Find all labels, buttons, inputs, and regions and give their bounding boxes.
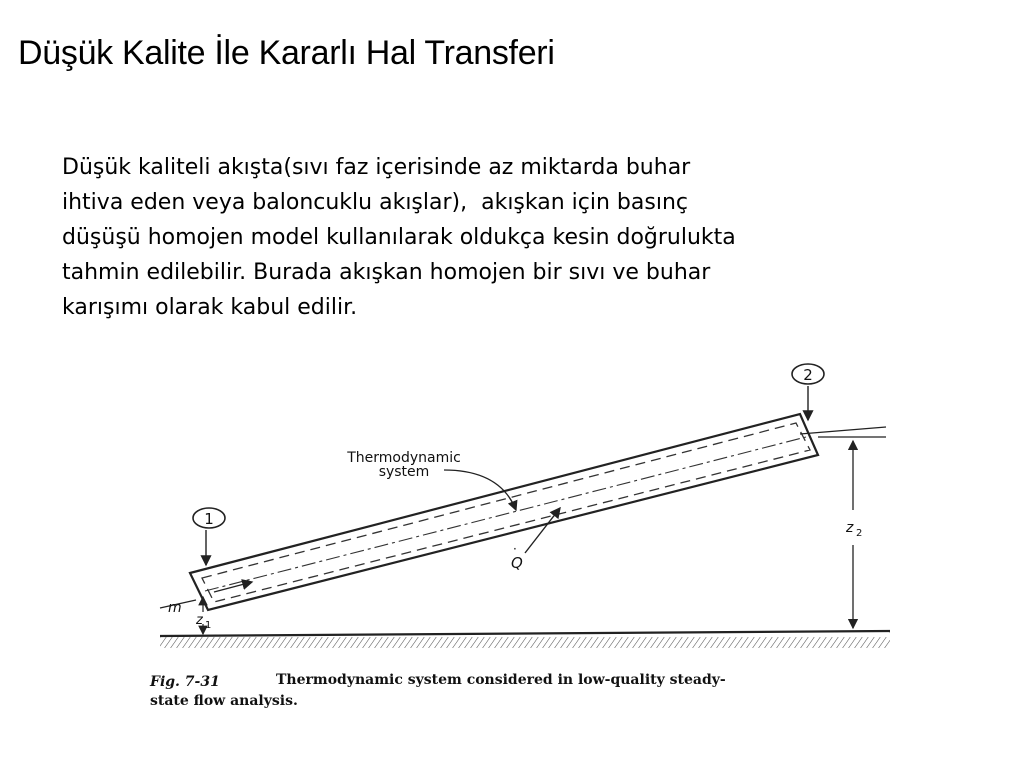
heat-label: Q <box>511 554 523 572</box>
mass-flow-label: m <box>168 600 182 616</box>
heat-transfer-annotation <box>511 508 560 572</box>
caption-line-2: state flow analysis. <box>150 693 298 709</box>
heat-dot-icon: · <box>513 542 517 556</box>
paragraph-line: düşüşü homojen model kullanılarak oldukça kesin doğrulukta <box>62 225 736 250</box>
ground <box>160 631 890 648</box>
z1-subscript: 1 <box>205 620 212 631</box>
station-1-marker <box>193 508 225 565</box>
station-2-label: 2 <box>803 366 813 384</box>
caption-line-1: Thermodynamic system considered in low-quality steady- <box>276 672 726 688</box>
figure-caption <box>149 672 726 709</box>
station-2-marker <box>792 364 824 420</box>
z1-dimension <box>195 597 211 634</box>
z2-label: z <box>846 520 854 536</box>
page-title: Düşük Kalite İle Kararlı Hal Transferi <box>18 34 555 72</box>
z2-subscript: 2 <box>856 528 863 539</box>
reference-lines <box>800 427 886 437</box>
system-label-line1: Thermodynamic <box>347 450 461 466</box>
system-annotation <box>346 450 516 510</box>
caption-fig-number: Fig. 7-31 <box>150 674 220 690</box>
system-label-line2: system <box>378 464 430 480</box>
paragraph-line: ihtiva eden veya baloncuklu akışlar), akışkan için basınç <box>62 190 688 215</box>
paragraph-line: karışımı olarak kabul edilir. <box>62 295 358 320</box>
paragraph-line: Düşük kaliteli akışta(sıvı faz içerisinde az miktarda buhar <box>62 155 691 180</box>
z2-dimension <box>845 441 862 628</box>
mass-flow-annotation <box>160 582 252 616</box>
station-1-label: 1 <box>204 510 214 528</box>
inclined-pipe <box>190 414 818 610</box>
paragraph-line: tahmin edilebilir. Burada akışkan homojen bir sıvı ve buhar <box>62 260 711 285</box>
z1-label: z <box>196 613 203 628</box>
